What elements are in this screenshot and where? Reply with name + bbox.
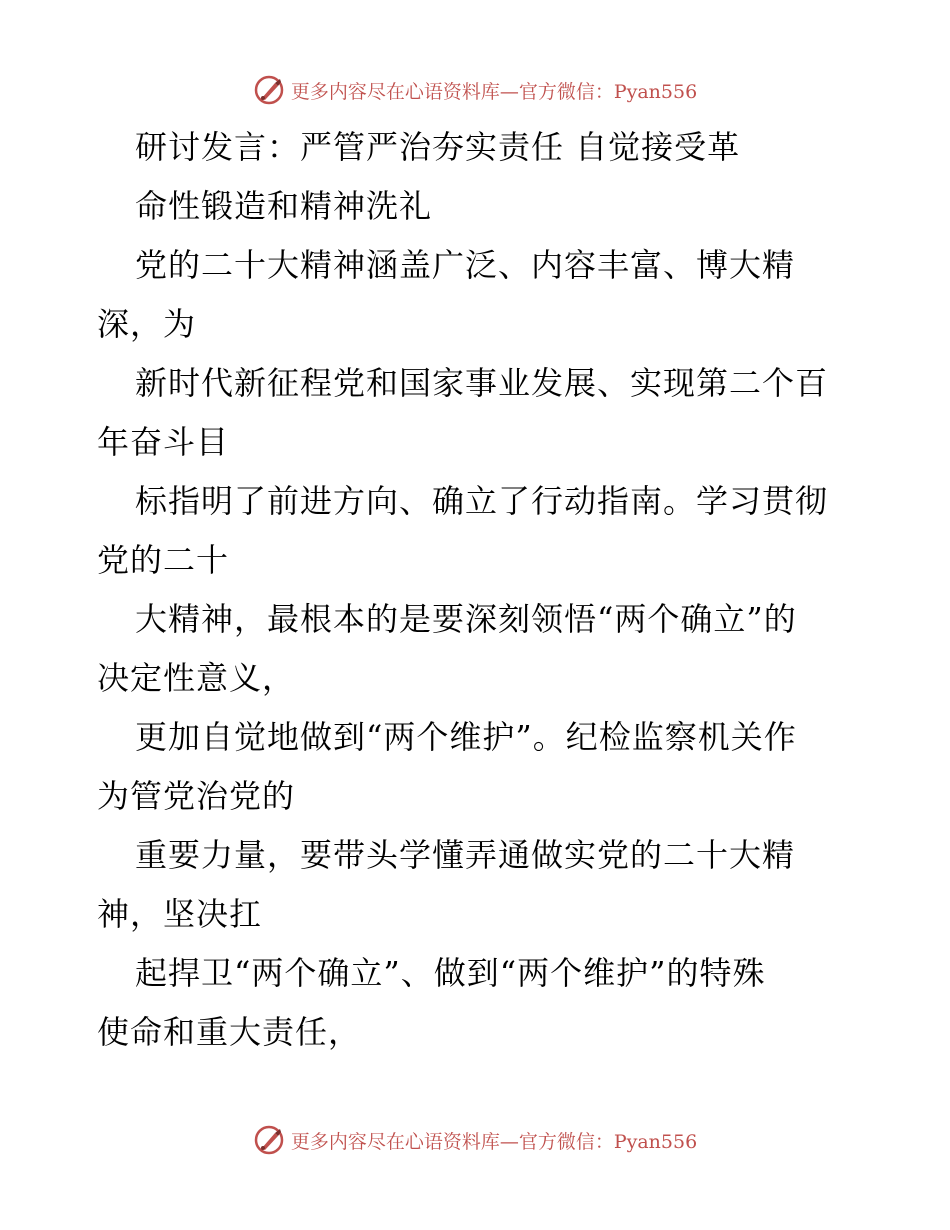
paragraph-line: 起捍卫“两个确立”、做到“两个维护”的特殊 [135, 954, 766, 992]
paragraph-line: 党的二十 [97, 541, 230, 579]
header-banner [0, 70, 950, 110]
paragraph-line: 神，坚决扛 [97, 895, 263, 933]
paragraph-line: 党的二十大精神涵盖广泛、内容丰富、博大精 [135, 246, 796, 284]
document-body [97, 118, 867, 1062]
title-line-2: 命性锻造和精神洗礼 [135, 187, 433, 225]
paragraph-line: 年奋斗目 [97, 423, 230, 461]
title-line-1: 研讨发言：严管严治夯实责任 自觉接受革 [135, 128, 741, 166]
paragraph-line: 新时代新征程党和国家事业发展、实现第二个百 [135, 364, 829, 402]
paragraph-line: 使命和重大责任， [97, 1013, 362, 1051]
header-text: 更多内容尽在心语资料库—官方微信：Pyan556 [290, 80, 698, 103]
paragraph-line: 标指明了前进方向、确立了行动指南。学习贯彻 [135, 482, 829, 520]
paragraph-line: 重要力量，要带头学懂弄通做实党的二十大精 [135, 836, 796, 874]
quill-pen-logo-icon [253, 1124, 285, 1156]
footer-banner [0, 1120, 950, 1160]
quill-pen-logo-icon [253, 74, 285, 106]
paragraph-line: 更加自觉地做到“两个维护”。纪检监察机关作 [135, 718, 797, 756]
footer-text: 更多内容尽在心语资料库—官方微信：Pyan556 [290, 1130, 698, 1153]
paragraph-line: 大精神，最根本的是要深刻领悟“两个确立”的 [135, 600, 797, 638]
paragraph-line: 为管党治党的 [97, 777, 296, 815]
paragraph-line: 深，为 [97, 305, 197, 343]
paragraph-line: 决定性意义， [97, 659, 296, 697]
